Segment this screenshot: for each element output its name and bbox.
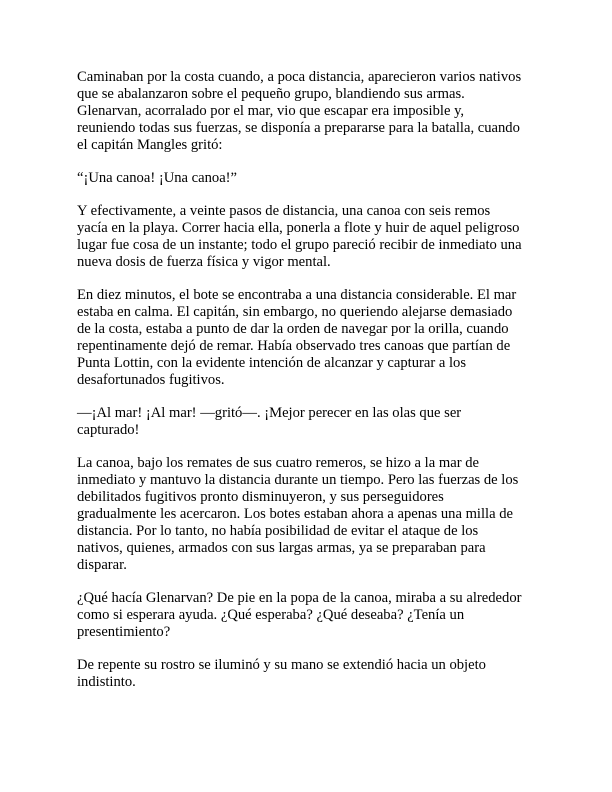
body-text [77,69,539,707]
paragraph-2: “¡Una canoa! ¡Una canoa!” [77,170,238,186]
paragraph-6: La canoa, bajo los remates de sus cuatro remeros, se hizo a la mar de inmediato y mantuvo la distancia durante un tiempo. Pero las fuerzas de los debilitados fugitivos pronto disminuyeron, y sus perseguidores gradualmente les acercaron. Los botes estaban ahora a apenas una milla de distancia. Por lo tanto, no había posibilidad de evitar el ataque de los nativos, quienes, armados con sus largas armas, ya se preparaban para disparar. [77,455,519,573]
paragraph-3: Y efectivamente, a veinte pasos de distancia, una canoa con seis remos yacía en la playa. Correr hacia ella, ponerla a flote y huir de aquel peligroso lugar fue cosa de un instante; todo el grupo pareció recibir de inmediato una nueva dosis de fuerza física y vigor mental. [77,203,522,270]
paragraph-5: —¡Al mar! ¡Al mar! —gritó—. ¡Mejor perecer en las olas que ser capturado! [77,405,462,438]
paragraph-7: ¿Qué hacía Glenarvan? De pie en la popa de la canoa, miraba a su alrededor como si esperara ayuda. ¿Qué esperaba? ¿Qué deseaba? ¿Tenía un presentimiento? [77,590,522,640]
paragraph-8: De repente su rostro se iluminó y su mano se extendió hacia un objeto indistinto. [77,657,486,690]
paragraph-1: Caminaban por la costa cuando, a poca distancia, aparecieron varios nativos que se abalanzaron sobre el pequeño grupo, blandiendo sus armas. Glenarvan, acorralado por el mar, vio que escapar era imposible y, reuniendo todas sus fuerzas, se disponía a prepararse para la batalla, cuando el capitán Mangles gritó: [77,69,522,153]
paragraph-4: En diez minutos, el bote se encontraba a una distancia considerable. El mar estaba en calma. El capitán, sin embargo, no queriendo alejarse demasiado de la costa, estaba a punto de dar la orden de navegar por la orilla, cuando repentinamente dejó de remar. Había observado tres canoas que partían de Punta Lottin, con la evidente intención de alcanzar y capturar a los desafortunados fugitivos. [77,287,517,388]
